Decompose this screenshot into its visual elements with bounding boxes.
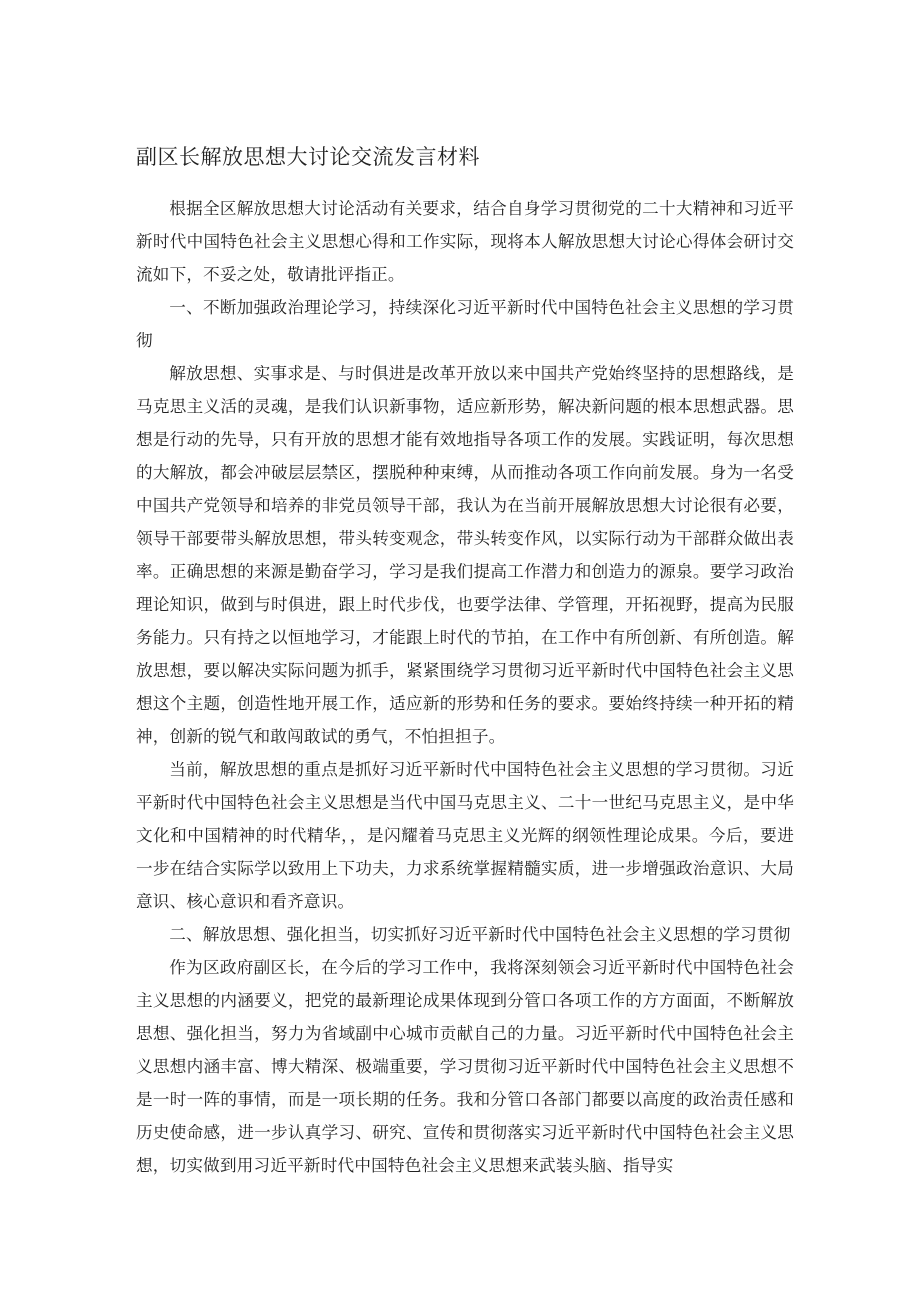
paragraph-intro: 根据全区解放思想大讨论活动有关要求，结合自身学习贯彻党的二十大精神和习近平新时代中国特色社会主义思想心得和工作实际，现将本人解放思想大讨论心得体会研讨交流如下，不妥之处，敬请批评指正。 [136, 199, 794, 284]
document-title: 副区长解放思想大讨论交流发言材料 [136, 145, 480, 169]
paragraph-section-1-focus: 当前，解放思想的重点是抓好习近平新时代中国特色社会主义思想的学习贯彻。习近平新时代中国特色社会主义思想是当代中国马克思主义、二十一世纪马克思主义，是中华文化和中国精神的时代精华，，是闪耀着马克思主义光辉的纲领性理论成果。今后，要进一步在结合实际学以致用上下功夫，力求系统掌握精髓实质，进一步增强政治意识、大局意识、核心意识和看齐意识。 [136, 760, 794, 911]
paragraph-section-1-body: 解放思想、实事求是、与时俱进是改革开放以来中国共产党始终坚持的思想路线，是马克思主义活的灵魂，是我们认识新事物，适应新形势，解决新问题的根本思想武器。思想是行动的先导，只有开放的思想才能有效地指导各项工作的发展。实践证明，每次思想的大解放，都会冲破层层禁区，摆脱种种束缚，从而推动各项工作向前发展。身为一名受中国共产党领导和培养的非党员领导干部，我认为在当前开展解放思想大讨论很有必要，领导干部要带头解放思想，带头转变观念，带头转变作风，以实际行动为干部群众做出表率。正确思想的来源是勤奋学习，学习是我们提高工作潜力和创造力的源泉。要学习政治理论知识，做到与时俱进，跟上时代步伐，也要学法律、学管理，开拓视野，提高为民服务能力。只有持之以恒地学习，才能跟上时代的节拍，在工作中有所创新、有所创造。解放思想，要以解决实际问题为抓手，紧紧围绕学习贯彻习近平新时代中国特色社会主义思想这个主题，创造性地开展工作，适应新的形势和任务的要求。要始终持续一种开拓的精神，创新的锐气和敢闯敢试的勇气，不怕担担子。 [136, 364, 794, 746]
document-page [136, 140, 794, 1182]
paragraph-section-2-body: 作为区政府副区长，在今后的学习工作中，我将深刻领会习近平新时代中国特色社会主义思想的内涵要义，把党的最新理论成果体现到分管口各项工作的方方面面，不断解放思想、强化担当，努力为省域副中心城市贡献自己的力量。习近平新时代中国特色社会主义思想内涵丰富、博大精深、极端重要，学习贯彻习近平新时代中国特色社会主义思想不是一时一阵的事情，而是一项长期的任务。我和分管口各部门都要以高度的政治责任感和历史使命感，进一步认真学习、研究、宣传和贯彻落实习近平新时代中国特色社会主义思想，切实做到用习近平新时代中国特色社会主义思想来武装头脑、指导实 [136, 958, 794, 1175]
section-heading-2: 二、解放思想、强化担当，切实抓好习近平新时代中国特色社会主义思想的学习贯彻 [169, 925, 791, 944]
section-heading-1: 一、不断加强政治理论学习，持续深化习近平新时代中国特色社会主义思想的学习贯彻 [136, 298, 794, 350]
